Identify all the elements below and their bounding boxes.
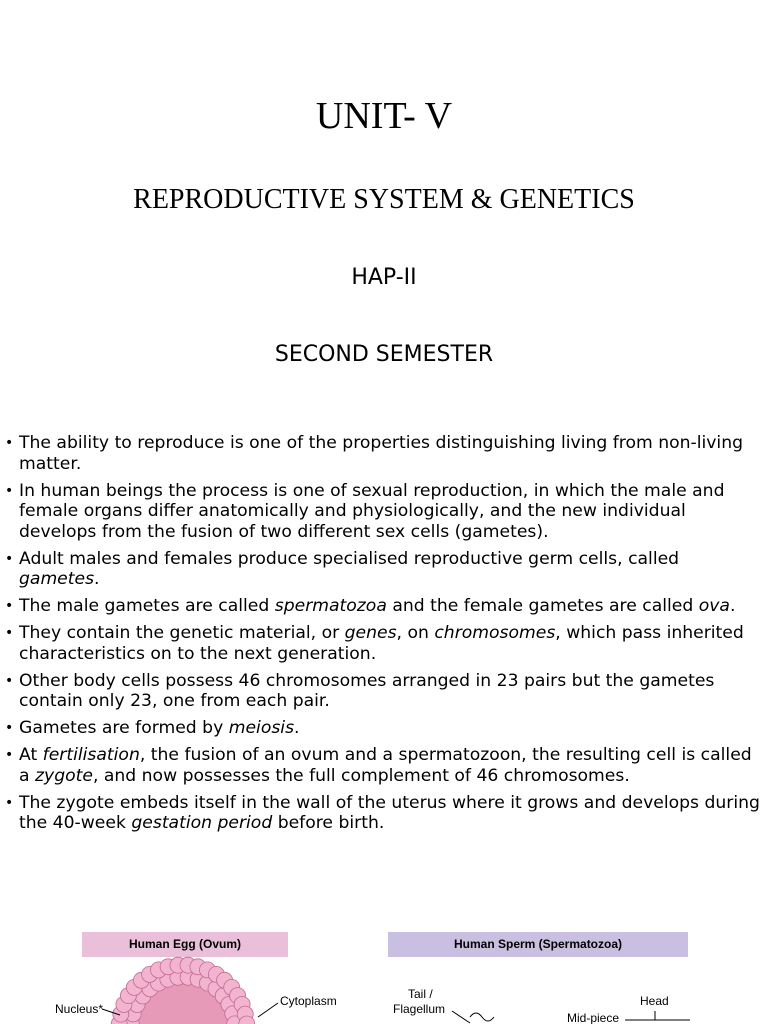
title-slide [0,0,768,395]
bullet-text: They contain the genetic material, or [19,623,345,643]
bullet-text: The ability to reproduce is one of the properties distinguishing living from non-living matter. [19,433,744,474]
egg-title: Human Egg (Ovum) [82,932,288,957]
cytoplasm-label: Cytoplasm [280,994,337,1008]
bullet-item [5,671,765,712]
italic-term: ova [698,596,730,616]
bullet-item [5,481,765,543]
sperm-tail-shape [470,1013,494,1021]
diagram-slide [0,865,768,1024]
course-code: HAP-II [351,265,417,290]
bullet-item [5,549,765,590]
tail-label-1: Tail / [408,987,433,1001]
bullet-item [5,793,765,834]
bullet-text: , and now possesses the full complement of 46 chromosomes. [92,765,630,786]
italic-term: fertilisation [42,745,140,765]
italic-term: gametes [19,569,95,589]
bullet-text: . [294,718,300,738]
bullet-text: before birth. [272,813,385,833]
cytoplasm-leader-line [258,1003,278,1017]
nucleus-label: Nucleus* [55,1002,104,1016]
italic-term: meiosis [228,718,295,738]
italic-term: chromosomes [434,623,556,643]
head-label: Head [640,994,669,1008]
bullet-text: Other body cells possess 46 chromosomes arranged in 23 pairs but the gametes contain only 23, one from each pair. [19,670,715,711]
tail-leader-line [452,1011,470,1023]
bullet-item [5,745,765,786]
unit-title: UNIT- V [315,95,453,137]
bullet-text: and the female gametes are called [386,596,699,616]
bullet-text: , the fusion of an ovum and a spermatozoon, the resulting cell is called a [19,745,752,786]
semester-label: SECOND SEMESTER [274,342,494,367]
slide-subtitle: REPRODUCTIVE SYSTEM & GENETICS [133,184,635,215]
bullet-text: The male gametes are called [19,596,275,616]
midpiece-label: Mid-piece [567,1011,620,1024]
bullet-text: At [19,745,43,765]
bullet-text: , which pass inherited characteristics on to the next generation. [19,623,744,664]
bullet-text: In human beings the process is one of sexual reproduction, in which the male and female organs differ anatomically and physiologically, and the new individual develops from the fusion of two different sex cells (gametes). [19,480,725,542]
bullet-item [5,433,765,474]
sperm-title: Human Sperm (Spermatozoa) [388,932,688,957]
tail-label-2: Flagellum [393,1002,446,1016]
bullet-text: Adult males and females produce specialised reproductive germ cells, called [19,548,680,569]
bullet-list [5,433,765,840]
italic-term: gestation period [131,813,273,833]
bullet-item [5,718,765,739]
italic-term: genes [344,623,397,643]
bullet-item [5,596,765,617]
bullet-text: . [94,569,100,589]
bullet-text: Gametes are formed by [19,718,229,738]
bullet-text: . [729,596,736,616]
bullet-item [5,623,765,664]
content-slide [0,395,768,865]
italic-term: zygote [35,765,93,786]
italic-term: spermatozoa [274,596,387,616]
bullet-text: , on [396,623,435,643]
bullet-text: The zygote embeds itself in the wall of the uterus where it grows and develops during the 40-week [19,792,760,833]
